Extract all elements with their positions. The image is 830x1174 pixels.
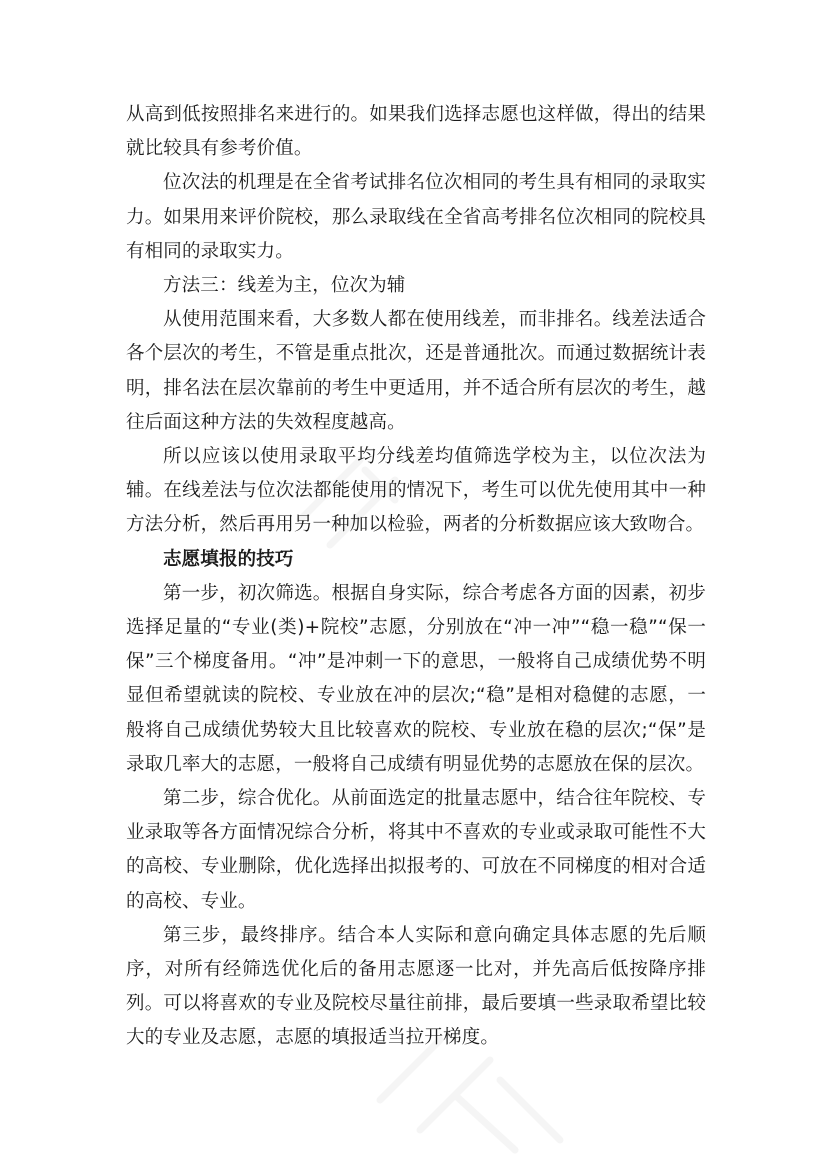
paragraph-step-two: 第二步，综合优化。从前面选定的批量志愿中，结合往年院校、专业录取等各方面情况综合分析，将其中不喜欢的专业或录取可能性不大的高校、专业删除，优化选择出拟报考的、可放在不同梯度的相对合适的高校、专业。: [126, 788, 706, 912]
paragraph-step-one: 第一步，初次筛选。根据自身实际，综合考虑各方面的因素，初步选择足量的“专业(类)+院校”志愿，分别放在“冲一冲”“稳一稳”“保一保”三个梯度备用。“冲”是冲刺一下的意思，一般将自己成绩优势不明显但希望就读的院校、专业放在冲的层次;“稳”是相对稳健的志愿，一般将自己成绩优势较大且比较喜欢的院校、专业放在稳的层次;“保”是录取几率大的志愿，一般将自己成绩有明显优势的志愿放在保的层次。: [126, 582, 706, 775]
watermark-mark-lower: [380, 1040, 560, 1150]
paragraph-rank-method-mechanism: 位次法的机理是在全省考试排名位次相同的考生具有相同的录取实力。如果用来评价院校，那么录取线在全省高考排名位次相同的院校具有相同的录取实力。: [126, 172, 706, 262]
document-body: [126, 98, 706, 1056]
paragraph-method-three-title: 方法三：线差为主，位次为辅: [163, 275, 406, 297]
paragraph-ranking-continuation: 从高到低按照排名来进行的。如果我们选择志愿也这样做，得出的结果就比较具有参考价值。: [126, 104, 706, 160]
paragraph-usage-scope: 从使用范围来看，大多数人都在使用线差，而非排名。线差法适合各个层次的考生，不管是重点批次，还是普通批次。而通过数据统计表明，排名法在层次靠前的考生中更适用，并不适合所有层次的考生，越往后面这种方法的失效程度越高。: [126, 309, 706, 433]
paragraph-step-three: 第三步，最终排序。结合本人实际和意向确定具体志愿的先后顺序，对所有经筛选优化后的备用志愿逐一比对，并先高后低按降序排列。可以将喜欢的专业及院校尽量往前排，最后要填一些录取希望比较大的专业及志愿，志愿的填报适当拉开梯度。: [126, 924, 706, 1049]
section-heading-tips: 志愿填报的技巧: [163, 548, 294, 570]
paragraph-recommendation: 所以应该以使用录取平均分线差均值筛选学校为主，以位次法为辅。在线差法与位次法都能使用的情况下，考生可以优先使用其中一种方法分析，然后再用另一种加以检验，两者的分析数据应该大致吻合。: [126, 446, 706, 536]
